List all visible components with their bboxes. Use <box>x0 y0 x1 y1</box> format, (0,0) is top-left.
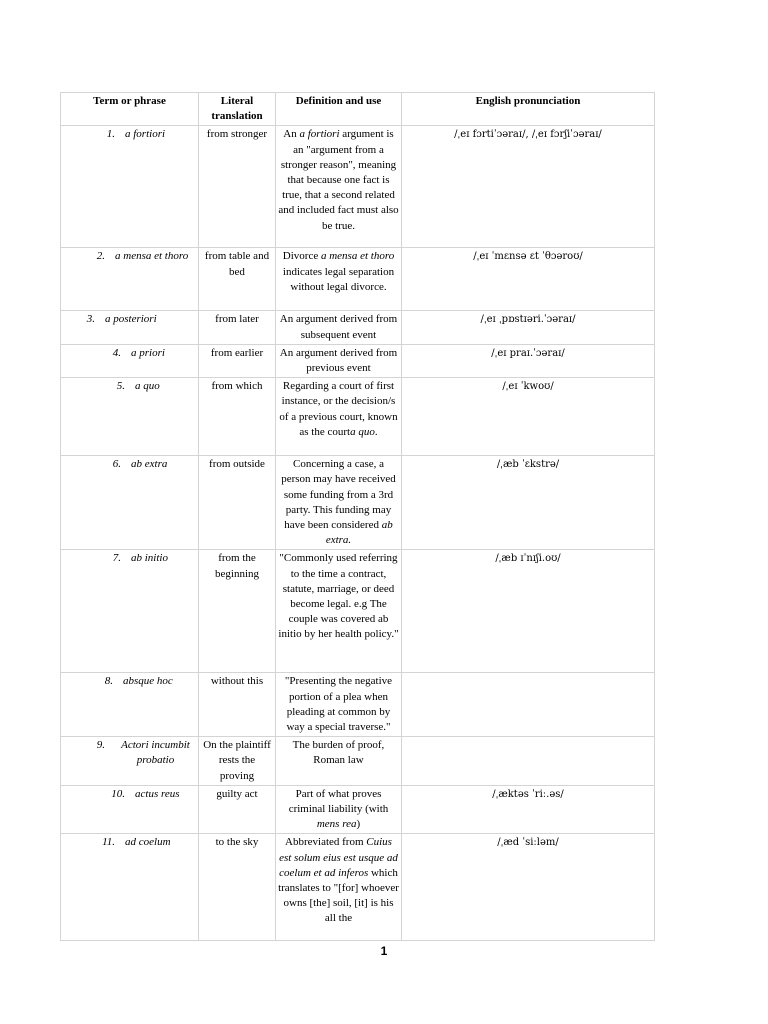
pronunciation-cell: /ˌeɪ ˌpɒstɪəri.ˈɔəraɪ/ <box>402 311 655 344</box>
definition-text: An argument derived from previous event <box>279 346 398 375</box>
literal-translation-cell: On the plaintiff rests the proving <box>199 737 276 786</box>
term-name: ab extra <box>131 458 168 471</box>
term-cell <box>61 737 199 786</box>
term-cell <box>61 344 199 377</box>
definition-text: An argument derived from subsequent event <box>279 313 398 341</box>
definition-text: indicates legal separation without legal divorce. <box>282 265 395 293</box>
definition-cell <box>276 550 402 673</box>
pronunciation-cell: /ˌeɪ praɪ.ˈɔəraɪ/ <box>402 344 655 377</box>
term-number: 3. <box>86 313 95 326</box>
term-cell <box>61 126 199 248</box>
term-cell <box>61 311 199 344</box>
pronunciation-cell <box>402 673 655 737</box>
term-name: a posteriori <box>105 313 157 326</box>
table-row <box>61 673 655 737</box>
definition-text: An <box>283 128 300 141</box>
definition-cell <box>276 378 402 456</box>
term-number: 5. <box>116 380 125 393</box>
definition-cell <box>276 834 402 941</box>
table-row <box>61 785 655 834</box>
definition-cell <box>276 785 402 834</box>
definition-text: "Commonly used referring to the time a contract, statute, marriage, or deed become legal. e.g The couple was covered ab initio by her health policy." <box>278 552 399 641</box>
definition-text: argument is an "argument from a stronger reason", meaning that because one fact is true, that a second related and included fact must also be true. <box>278 128 399 232</box>
term-cell <box>61 550 199 673</box>
definition-cell <box>276 126 402 248</box>
table-row <box>61 126 655 248</box>
term-number: 2. <box>96 250 105 263</box>
header-definition: Definition and use <box>276 93 402 126</box>
pronunciation-cell <box>402 737 655 786</box>
term-name: ab initio <box>131 552 168 565</box>
definition-text: Concerning a case, a person may have received some funding from a 3rd party. This funding may have been considered <box>281 458 396 532</box>
term-name: Actori incumbit probatio <box>121 739 190 767</box>
definition-text: Part of what proves criminal liability (with <box>288 787 389 816</box>
term-cell <box>61 785 199 834</box>
literal-translation-cell: from which <box>199 378 276 456</box>
table-row <box>61 344 655 377</box>
term-number: 9. <box>96 739 105 752</box>
header-pronunciation: English pronunciation <box>402 93 655 126</box>
term-cell <box>61 673 199 737</box>
literal-translation-cell: guilty act <box>199 785 276 834</box>
definition-text: Divorce <box>282 250 321 263</box>
term-cell <box>61 834 199 941</box>
table-row <box>61 378 655 456</box>
header-literal-translation: Literal translation <box>199 93 276 126</box>
pronunciation-cell: /ˌeɪ ˈmɛnsə ɛt ˈθɔəroʊ/ <box>402 248 655 311</box>
table-row <box>61 737 655 786</box>
term-cell <box>61 456 199 550</box>
definition-text: mens rea <box>316 818 357 831</box>
definition-text: which translates to "[for] whoever owns [the] soil, [it] is his all the <box>278 866 399 925</box>
term-number: 6. <box>112 458 121 471</box>
literal-translation-cell: without this <box>199 673 276 737</box>
literal-translation-cell: from earlier <box>199 344 276 377</box>
literal-translation-cell: from outside <box>199 456 276 550</box>
literal-translation-cell: from stronger <box>199 126 276 248</box>
definition-text: . <box>374 425 378 438</box>
literal-translation-cell: to the sky <box>199 834 276 941</box>
pronunciation-cell: /ˌæb ˈɛkstrə/ <box>402 456 655 550</box>
term-number: 7. <box>112 552 121 565</box>
term-cell <box>61 378 199 456</box>
definition-text: Abbreviated from <box>285 836 367 849</box>
table-header-row <box>61 93 655 126</box>
table-row <box>61 248 655 311</box>
definition-cell <box>276 344 402 377</box>
table-row <box>61 550 655 673</box>
term-name: a mensa et thoro <box>115 250 189 263</box>
definition-text: a fortiori <box>299 128 340 141</box>
term-cell <box>61 248 199 311</box>
pronunciation-cell: /ˌæd ˈsiːləm/ <box>402 834 655 941</box>
table-row <box>61 834 655 941</box>
definition-text: The burden of proof, Roman law <box>292 739 385 767</box>
legal-terms-table <box>60 92 655 941</box>
literal-translation-cell: from the beginning <box>199 550 276 673</box>
term-name: absque hoc <box>123 675 173 688</box>
term-name: a quo <box>135 380 160 393</box>
definition-text: Regarding a court of first instance, or the decision/s of a previous court, known as the court <box>279 380 398 438</box>
definition-cell <box>276 673 402 737</box>
definition-text: a quo <box>350 425 375 438</box>
definition-text: Cuius est solum eius est usque ad coelum et ad inferos <box>279 836 398 879</box>
definition-cell <box>276 248 402 311</box>
table-row <box>61 311 655 344</box>
literal-translation-cell: from table and bed <box>199 248 276 311</box>
definition-text: "Presenting the negative portion of a plea when pleading at common by way a special traverse." <box>284 675 393 734</box>
term-number: 8. <box>104 675 113 688</box>
definition-text: a mensa et thoro <box>320 250 395 263</box>
term-number: 1. <box>106 128 115 141</box>
table-row <box>61 456 655 550</box>
definition-text: ) <box>356 818 361 831</box>
term-number: 11. <box>102 836 115 849</box>
pronunciation-cell: /ˌæktəs ˈriː.əs/ <box>402 785 655 834</box>
term-name: a fortiori <box>125 128 166 141</box>
term-number: 10. <box>111 787 125 800</box>
definition-text: ab extra. <box>325 519 393 547</box>
literal-translation-cell: from later <box>199 311 276 344</box>
definition-cell <box>276 456 402 550</box>
header-term: Term or phrase <box>61 93 199 126</box>
page-number: 1 <box>380 944 388 958</box>
term-name: ad coelum <box>125 836 171 849</box>
term-name: actus reus <box>135 787 180 800</box>
pronunciation-cell: /ˌæb ɪˈnɪʃi.oʊ/ <box>402 550 655 673</box>
definition-cell <box>276 737 402 786</box>
pronunciation-cell: /ˌeɪ ˈkwoʊ/ <box>402 378 655 456</box>
term-number: 4. <box>112 346 121 359</box>
term-name: a priori <box>131 346 165 359</box>
definition-cell <box>276 311 402 344</box>
pronunciation-cell: /ˌeɪ fɔrtiˈɔəraɪ/, /ˌeɪ fɔrʃiˈɔəraɪ/ <box>402 126 655 248</box>
